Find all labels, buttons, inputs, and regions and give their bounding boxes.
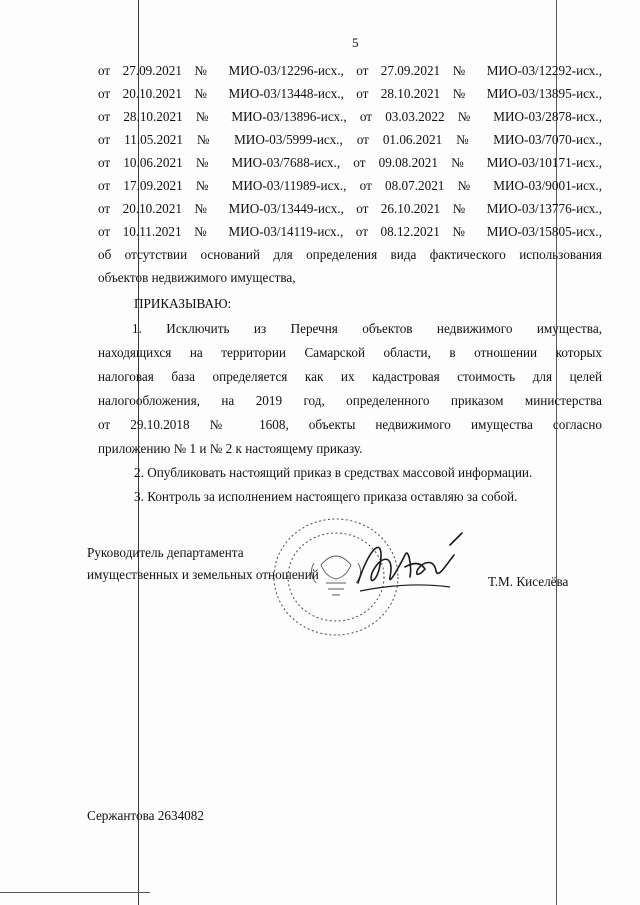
letters-line-2: от 20.10.2021 № МИО-03/13448-исх., от 28.10.2021 № МИО-03/13895-исх., [98,86,602,101]
signatory-name: Т.М. Киселёва [488,574,569,589]
signatory-position-line-2: имущественных и земельных отношений [87,567,319,582]
letters-line-8: от 10.11.2021 № МИО-03/14119-исх., от 08.12.2021 № МИО-03/15805-исх., [98,224,602,239]
basis-line-2: объектов недвижимого имущества, [98,270,296,285]
item1-line-2: находящихся на территории Самарской области, в отношении которых [98,345,602,360]
item1-line-1: 1. Исключить из Перечня объектов недвижимого имущества, [132,321,602,336]
executor-info: Сержантова 2634082 [87,808,204,823]
basis-line-1: об отсутствии оснований для определения вида фактического использования [98,247,602,262]
letters-line-4: от 11.05.2021 № МИО-03/5999-исх., от 01.06.2021 № МИО-03/7070-исх., [98,132,602,147]
page-number: 5 [352,35,359,50]
item1-line-5: от 29.10.2018 № 1608, объекты недвижимого имущества согласно [98,417,602,432]
order-word: ПРИКАЗЫВАЮ: [134,296,232,311]
handwritten-signature [350,525,470,600]
scan-edge-line-bottom [0,892,150,893]
item2: 2. Опубликовать настоящий приказ в средствах массовой информации. [134,465,533,480]
item1-line-6: приложению № 1 и № 2 к настоящему приказу. [98,441,363,456]
letters-line-3: от 28.10.2021 № МИО-03/13896-исх., от 03.03.2022 № МИО-03/2878-исх., [98,109,602,124]
signatory-position-line-1: Руководитель департамента [87,545,244,560]
letters-line-1: от 27.09.2021 № МИО-03/12296-исх., от 27.09.2021 № МИО-03/12292-исх., [98,63,602,78]
letters-line-7: от 20.10.2021 № МИО-03/13449-исх., от 26.10.2021 № МИО-03/13776-исх., [98,201,602,216]
letters-line-6: от 17.09.2021 № МИО-03/11989-исх., от 08.07.2021 № МИО-03/9001-исх., [98,178,602,193]
item1-line-4: налогообложения, на 2019 год, определенного приказом министерства [98,393,602,408]
item3: 3. Контроль за исполнением настоящего приказа оставляю за собой. [134,489,518,504]
letters-line-5: от 10.06.2021 № МИО-03/7688-исх., от 09.08.2021 № МИО-03/10171-исх., [98,155,602,170]
item1-line-3: налоговая база определяется как их кадастровая стоимость для целей [98,369,602,384]
